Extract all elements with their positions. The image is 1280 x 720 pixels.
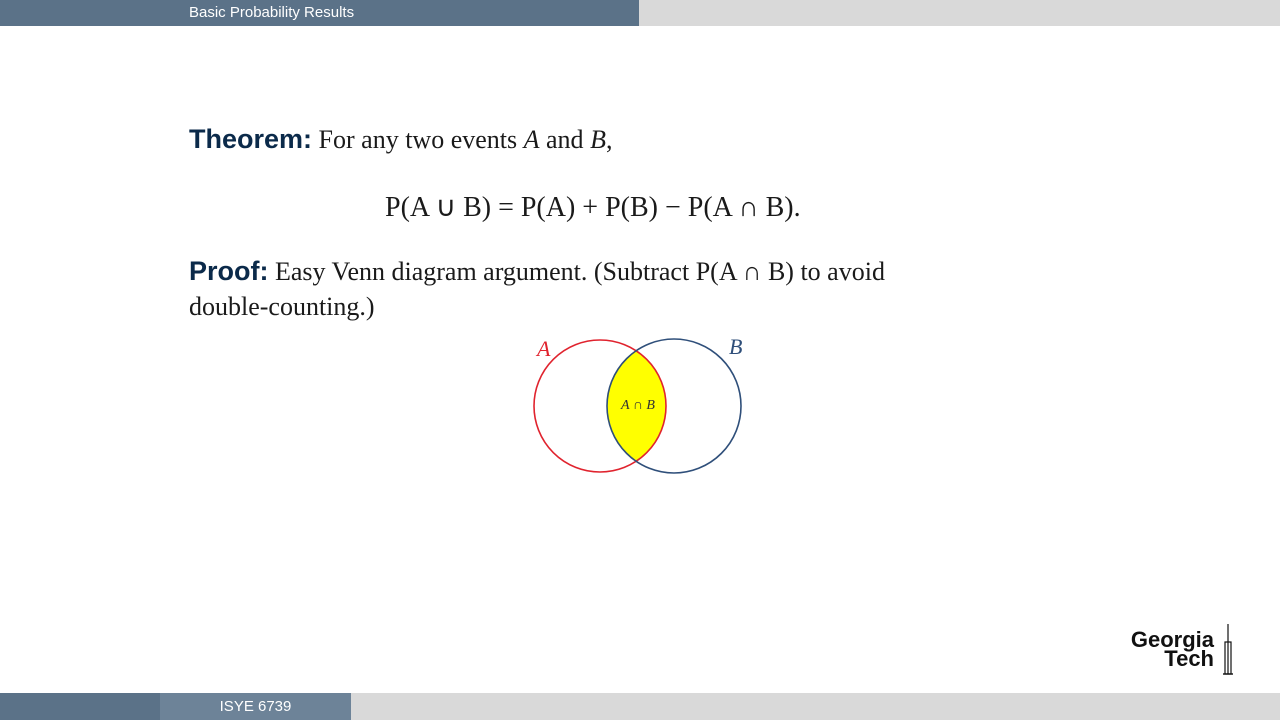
proof-line-2: double-counting.) [189,292,375,321]
venn-label-intersection: A ∩ B [621,398,655,413]
slide-section-title: Basic Probability Results [189,4,355,21]
proof-text: Easy Venn diagram argument. (Subtract [274,257,696,286]
tower-icon [1218,622,1238,678]
logo-line-1: Georgia [1130,627,1214,652]
course-label: ISYE 6739 [219,698,292,715]
theorem-text-after: , [605,125,613,154]
theorem-label: Theorem: [189,124,313,154]
logo-text [1130,627,1214,671]
proof-label: Proof: [189,256,269,286]
venn-label-b: B [729,334,743,359]
footer-course-tab [160,693,351,720]
theorem-line [189,124,612,155]
georgia-tech-logo [1110,622,1240,678]
proof-math: P(A ∩ B) [695,257,794,286]
union-formula: P(A ∪ B) = P(A) + P(B) − P(A ∩ B). [385,192,801,223]
proof-text-end: to avoid [793,257,885,286]
header-bar [0,0,1280,26]
theorem-event-b: B [590,125,606,154]
venn-label-a: A [537,336,551,361]
footer-bar [0,693,1280,720]
theorem-text-before: For any two events [318,125,524,154]
footer-left-block [0,693,160,720]
theorem-event-a: A [523,125,540,154]
venn-diagram [520,330,760,480]
logo-line-2: Tech [1164,646,1214,671]
theorem-text-and: and [539,125,591,154]
proof-line-1 [189,256,885,287]
